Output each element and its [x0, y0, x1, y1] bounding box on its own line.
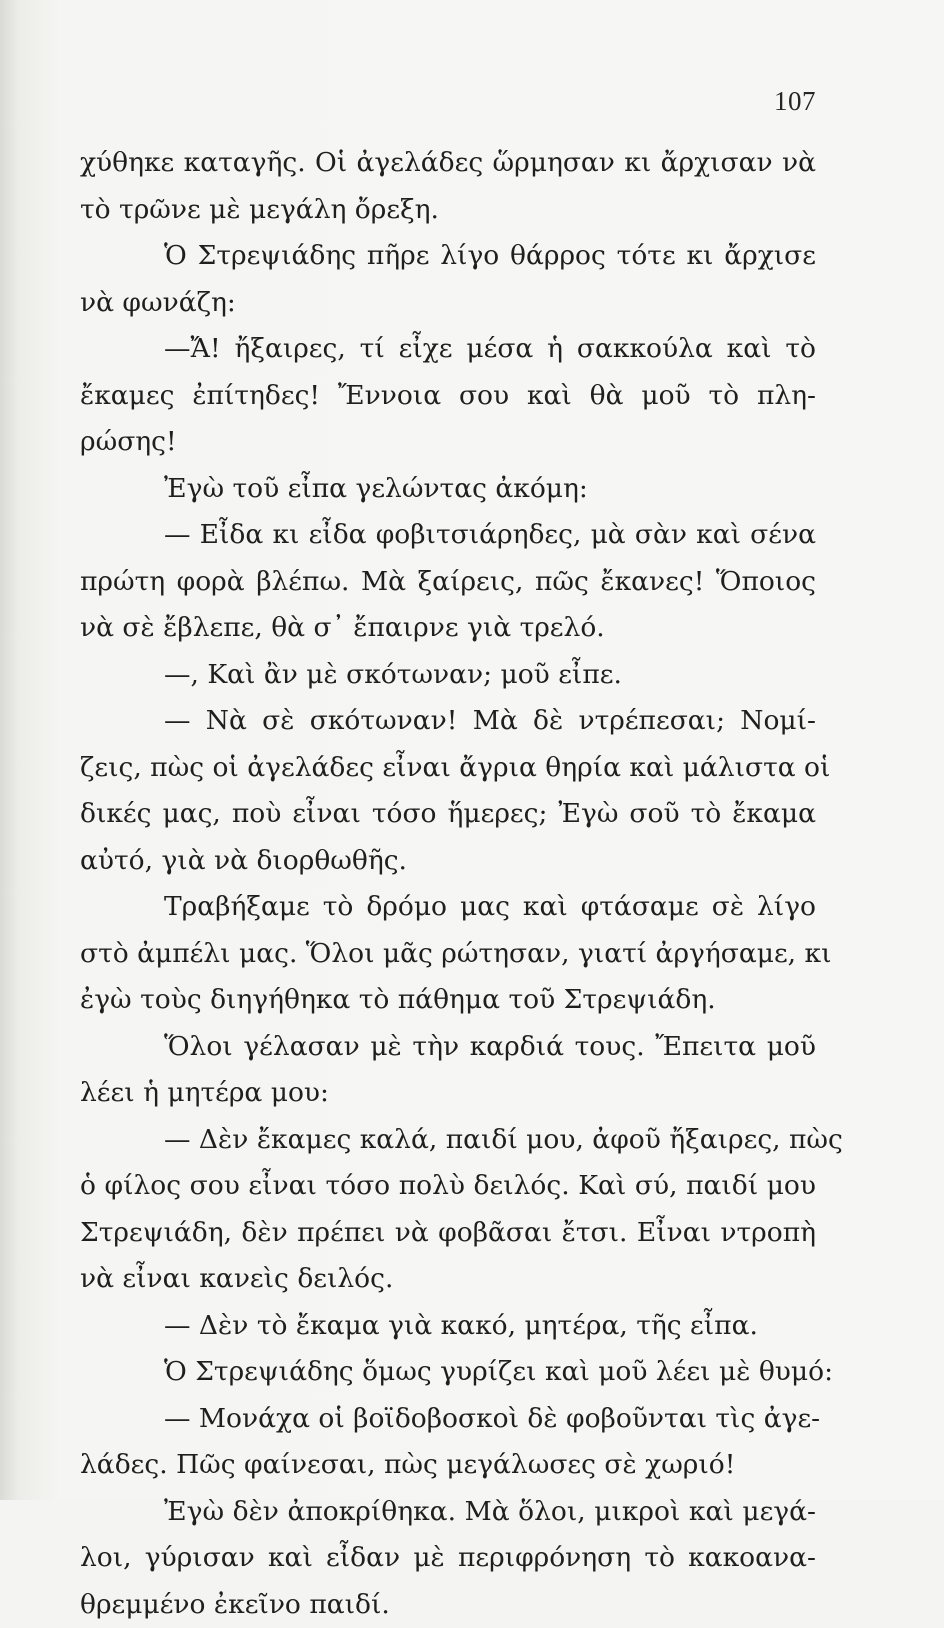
text-line: —Ἄ! ἤξαιρες, τί εἶχε μέσα ἡ σακκούλα καὶ τὸ	[80, 326, 816, 373]
text-line: Ὁ Στρεψιάδης πῆρε λίγο θάρρος τότε κι ἄρχισε	[80, 233, 816, 280]
text-line: νὰ φωνάζη:	[80, 280, 816, 327]
text-line: Στρεψιάδη, δὲν πρέπει νὰ φοβᾶσαι ἔτσι. Εἶναι ντροπὴ	[80, 1210, 816, 1257]
text-line: χύθηκε καταγῆς. Οἱ ἀγελάδες ὥρμησαν κι ἄρχισαν νὰ	[80, 140, 816, 187]
text-line: Ἐγὼ τοῦ εἶπα γελώντας ἀκόμη:	[80, 466, 816, 513]
text-line: —, Καὶ ἂν μὲ σκότωναν; μοῦ εἶπε.	[80, 652, 816, 699]
text-line: στὸ ἀμπέλι μας. Ὅλοι μᾶς ρώτησαν, γιατί ἀργήσαμε, κι	[80, 931, 816, 978]
text-line: Ὅλοι γέλασαν μὲ τὴν καρδιά τους. Ἔπειτα μοῦ	[80, 1024, 816, 1071]
text-line: ζεις, πὼς οἱ ἀγελάδες εἶναι ἄγρια θηρία καὶ μάλιστα οἱ	[80, 745, 816, 792]
text-line: λέει ἡ μητέρα μου:	[80, 1070, 816, 1117]
body-text	[80, 140, 816, 1628]
text-line: λοι, γύρισαν καὶ εἶδαν μὲ περιφρόνηση τὸ κακοανα-	[80, 1535, 816, 1582]
text-line: πρώτη φορὰ βλέπω. Μὰ ξαίρεις, πῶς ἔκανες! Ὅποιος	[80, 559, 816, 606]
text-line: νὰ εἶναι κανεὶς δειλός.	[80, 1256, 816, 1303]
text-line: δικές μας, ποὺ εἶναι τόσο ἥμερες; Ἐγὼ σοῦ τὸ ἔκαμα	[80, 791, 816, 838]
page-number: 107	[774, 86, 816, 117]
text-line: Ἐγὼ δὲν ἀποκρίθηκα. Μὰ ὅλοι, μικροὶ καὶ μεγά-	[80, 1489, 816, 1536]
text-line: Ὁ Στρεψιάδης ὅμως γυρίζει καὶ μοῦ λέει μὲ θυμό:	[80, 1349, 816, 1396]
text-line: αὐτό, γιὰ νὰ διορθωθῆς.	[80, 838, 816, 885]
text-line: ὁ φίλος σου εἶναι τόσο πολὺ δειλός. Καὶ σύ, παιδί μου	[80, 1163, 816, 1210]
text-line: — Δὲν τὸ ἔκαμα γιὰ κακό, μητέρα, τῆς εἶπα.	[80, 1303, 816, 1350]
text-line: θρεμμένο ἐκεῖνο παιδί.	[80, 1582, 816, 1628]
text-line: — Εἶδα κι εἶδα φοβιτσιάρηδες, μὰ σὰν καὶ σένα	[80, 512, 816, 559]
text-line: νὰ σὲ ἔβλεπε, θὰ σ᾿ ἔπαιρνε γιὰ τρελό.	[80, 605, 816, 652]
text-line: ρώσης!	[80, 419, 816, 466]
text-line: ἐγὼ τοὺς διηγήθηκα τὸ πάθημα τοῦ Στρεψιάδη.	[80, 977, 816, 1024]
text-line: — Μονάχα οἱ βοϊδοβοσκοὶ δὲ φοβοῦνται τὶς ἀγε-	[80, 1396, 816, 1443]
text-line: ἔκαμες ἐπίτηδες! Ἔννοια σου καὶ θὰ μοῦ τὸ πλη-	[80, 373, 816, 420]
text-line: Τραβήξαμε τὸ δρόμο μας καὶ φτάσαμε σὲ λίγο	[80, 884, 816, 931]
text-line: — Δὲν ἔκαμες καλά, παιδί μου, ἀφοῦ ἤξαιρες, πὼς	[80, 1117, 816, 1164]
text-line: τὸ τρῶνε μὲ μεγάλη ὄρεξη.	[80, 187, 816, 234]
text-line: λάδες. Πῶς φαίνεσαι, πὼς μεγάλωσες σὲ χωριό!	[80, 1442, 816, 1489]
text-line: — Νὰ σὲ σκότωναν! Μὰ δὲ ντρέπεσαι; Νομί-	[80, 698, 816, 745]
